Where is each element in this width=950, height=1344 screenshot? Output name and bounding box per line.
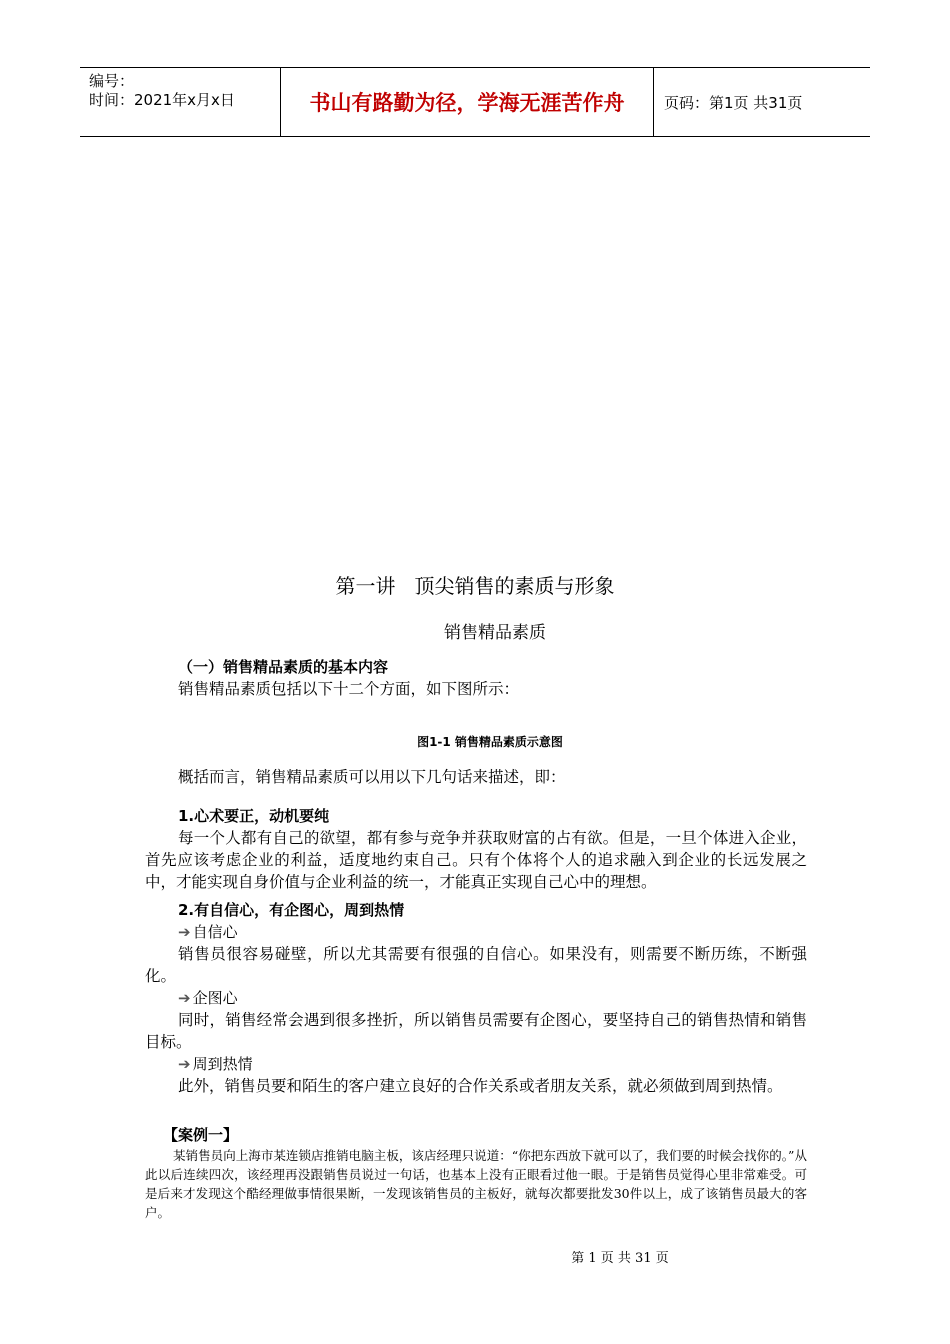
arrow-right-icon: ➔ bbox=[178, 989, 191, 1007]
case-1 bbox=[145, 1124, 807, 1222]
page-header bbox=[80, 67, 870, 137]
point-2-item-label: ➔ 自信心 bbox=[178, 923, 238, 941]
point-2-item-body: 销售员很容易碰壁，所以尤其需要有很强的自信心。如果没有，则需要不断历练，不断强化。 bbox=[145, 945, 807, 985]
arrow-right-icon: ➔ bbox=[178, 1055, 191, 1073]
summary-text: 概括而言，销售精品素质可以用以下几句话来描述，即： bbox=[178, 768, 566, 786]
point-1 bbox=[145, 805, 807, 893]
header-meta bbox=[80, 68, 281, 136]
page-subtitle: 销售精品素质 bbox=[444, 623, 546, 643]
section-basic-content bbox=[145, 656, 807, 700]
arrow-right-icon: ➔ bbox=[178, 923, 191, 941]
case-1-title: 【案例一】 bbox=[163, 1126, 239, 1144]
point-2-item-label: ➔ 周到热情 bbox=[178, 1055, 253, 1073]
section-intro: 销售精品素质包括以下十二个方面，如下图所示： bbox=[178, 680, 520, 698]
header-number: 编号： bbox=[89, 72, 135, 90]
point-1-heading: 1.心术要正，动机要纯 bbox=[178, 807, 330, 825]
point-2-item-body: 此外，销售员要和陌生的客户建立良好的合作关系或者朋友关系，就必须做到周到热情。 bbox=[178, 1077, 783, 1095]
header-motto: 书山有路勤为径，学海无涯苦作舟 bbox=[281, 68, 654, 136]
header-page-info: 页码：第1页 共31页 bbox=[664, 93, 803, 112]
point-2-item-label: ➔ 企图心 bbox=[178, 989, 238, 1007]
figure-caption: 图1-1 销售精品素质示意图 bbox=[417, 735, 563, 749]
point-1-body: 每一个人都有自己的欲望，都有参与竞争并获取财富的占有欲。但是，一旦个体进入企业，首先应该考虑企业的利益，适度地约束自己。只有个体将个人的追求融入到企业的长远发展之中，才能实现自身价值与企业利益的统一，才能真正实现自己心中的理想。 bbox=[145, 829, 807, 891]
point-2-item-body: 同时，销售经常会遇到很多挫折，所以销售员需要有企图心，要坚持自己的销售热情和销售目标。 bbox=[145, 1011, 807, 1051]
page-title: 第一讲 顶尖销售的素质与形象 bbox=[335, 574, 615, 598]
section-heading: （一）销售精品素质的基本内容 bbox=[178, 658, 389, 676]
header-time: 时间：2021年x月x日 bbox=[89, 91, 235, 109]
point-2-heading: 2.有自信心，有企图心，周到热情 bbox=[178, 901, 405, 919]
page-footer: 第 1 页 共 31 页 bbox=[571, 1251, 669, 1266]
case-1-body: 某销售员向上海市某连锁店推销电脑主板，该店经理只说道：“你把东西放下就可以了，我们要的时候会找你的。”从此以后连续四次，该经理再没跟销售员说过一句话，也基本上没有正眼看过他一眼。于是销售员觉得心里非常难受。可是后来才发现这个酷经理做事情很果断，一发现该销售员的主板好，就每次都要批发30件以上，成了该销售员最大的客户。 bbox=[145, 1148, 807, 1220]
point-2 bbox=[145, 899, 807, 1097]
summary-paragraph bbox=[145, 766, 807, 788]
